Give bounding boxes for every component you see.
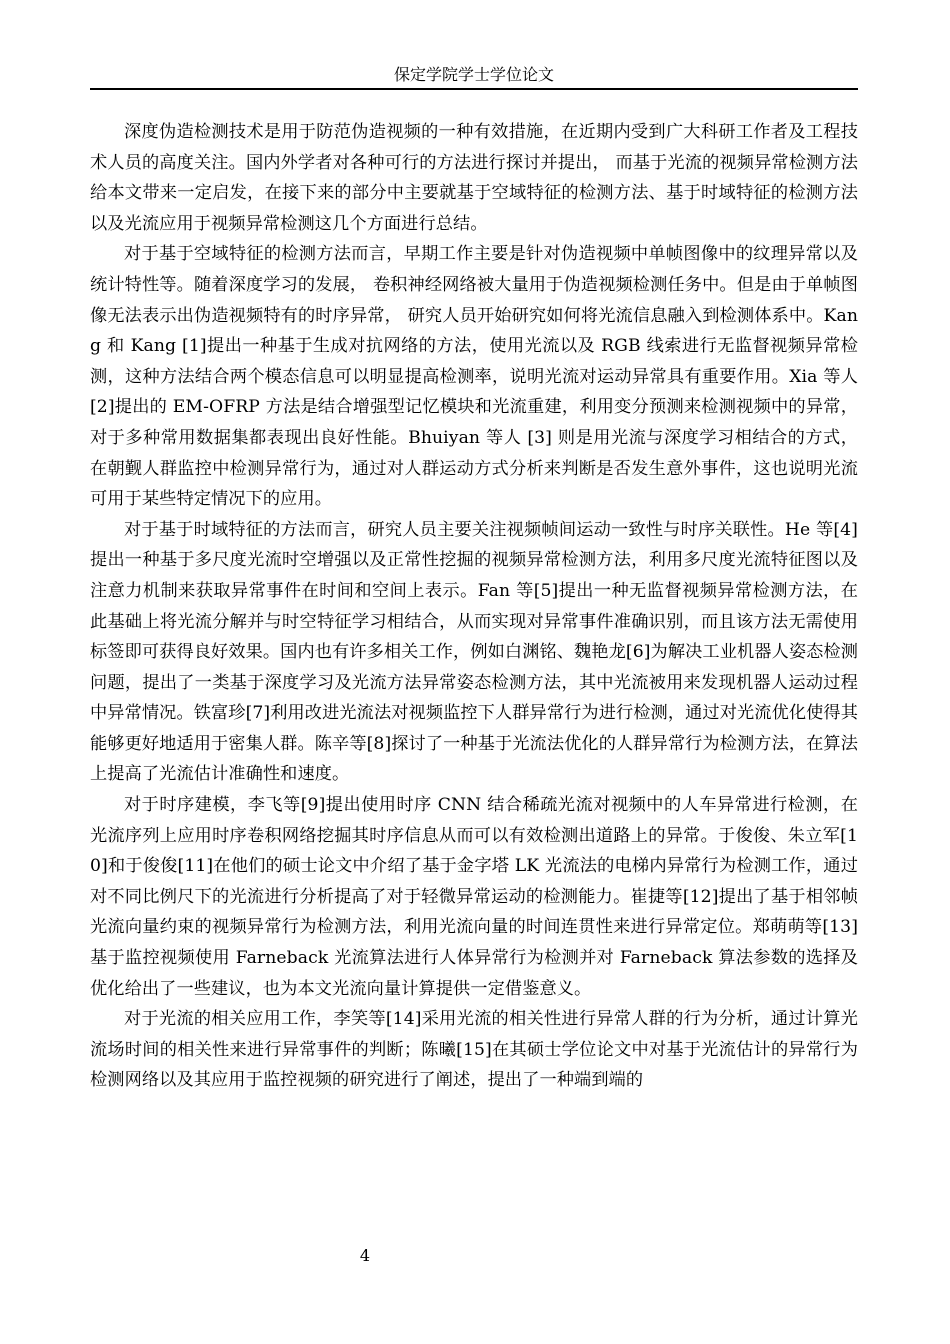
paragraph-intro: 深度伪造检测技术是用于防范伪造视频的一种有效措施，在近期内受到广大科研工作者及工程技术人员的高度关注。国内外学者对各种可行的方法进行探讨并提出， 而基于光流的视频异常检测方法给本文带来一定启发，在接下来的部分中主要就基于空域特征的检测方法、基于时域特征的检测方法以及光流应用于视频异常检测这几个方面进行总结。	[90, 122, 858, 234]
header-rule	[90, 88, 858, 90]
paragraph-application: 对于光流的相关应用工作，李笑等[14]采用光流的相关性进行异常人群的行为分析，通过计算光流场时间的相关性来进行异常事件的判断；陈曦[15]在其硕士学位论文中对基于光流估计的异常行为检测网络以及其应用于监控视频的研究进行了阐述，提出了一种端到端的	[90, 1009, 858, 1091]
body-text	[90, 117, 858, 1096]
paragraph-spatial: 对于基于空域特征的检测方法而言，早期工作主要是针对伪造视频中单帧图像中的纹理异常以及统计特性等。随着深度学习的发展， 卷积神经网络被大量用于伪造视频检测任务中。但是由于单帧图像无法表示出伪造视频特有的时序异常， 研究人员开始研究如何将光流信息融入到检测体系中。Kang 和 Kang [1]提出一种基于生成对抗网络的方法，使用光流以及 RGB 线索进行无监督视频异常检测，这种方法结合两个模态信息可以明显提高检测率，说明光流对运动异常具有重要作用。Xia 等人 [2]提出的 EM-OFRP 方法是结合增强型记忆模块和光流重建，利用变分预测来检测视频中的异常，对于多种常用数据集都表现出良好性能。Bhuiyan 等人 [3] 则是用光流与深度学习相结合的方式，在朝觐人群监控中检测异常行为，通过对人群运动方式分析来判断是否发生意外事件，这也说明光流可用于某些特定情况下的应用。	[90, 244, 858, 510]
paragraph-temporal: 对于基于时域特征的方法而言，研究人员主要关注视频帧间运动一致性与时序关联性。He 等[4]提出一种基于多尺度光流时空增强以及正常性挖掘的视频异常检测方法，利用多尺度光流特征图以及注意力机制来获取异常事件在时间和空间上表示。Fan 等[5]提出一种无监督视频异常检测方法，在此基础上将光流分解并与时空特征学习相结合，从而实现对异常事件准确识别，而且该方法无需使用标签即可获得良好效果。国内也有许多相关工作，例如白渊铭、魏艳龙[6]为解决工业机器人姿态检测问题，提出了一类基于深度学习及光流方法异常姿态检测方法，其中光流被用来发现机器人运动过程中异常情况。铁富珍[7]利用改进光流法对视频监控下人群异常行为进行检测，通过对光流优化使得其能够更好地适用于密集人群。陈辛等[8]探讨了一种基于光流法优化的人群异常行为检测方法，在算法上提高了光流估计准确性和速度。	[90, 519, 859, 785]
paragraph-sequence: 对于时序建模，李飞等[9]提出使用时序 CNN 结合稀疏光流对视频中的人车异常进行检测，在光流序列上应用时序卷积网络挖掘其时序信息从而可以有效检测出道路上的异常。于俊俊、朱立军[10]和于俊俊[11]在他们的硕士论文中介绍了基于金字塔 LK 光流法的电梯内异常行为检测工作，通过对不同比例尺下的光流进行分析提高了对于轻微异常运动的检测能力。崔捷等[12]提出了基于相邻帧光流向量约束的视频异常行为检测方法，利用光流向量的时间连贯性来进行异常定位。郑萌萌等[13]基于监控视频使用 Farneback 光流算法进行人体异常行为检测并对 Farneback 算法参数的选择及优化给出了一些建议，也为本文光流向量计算提供一定借鉴意义。	[90, 795, 858, 999]
page-number: 4	[359, 1246, 371, 1265]
running-header: 保定学院学士学位论文	[393, 65, 554, 84]
